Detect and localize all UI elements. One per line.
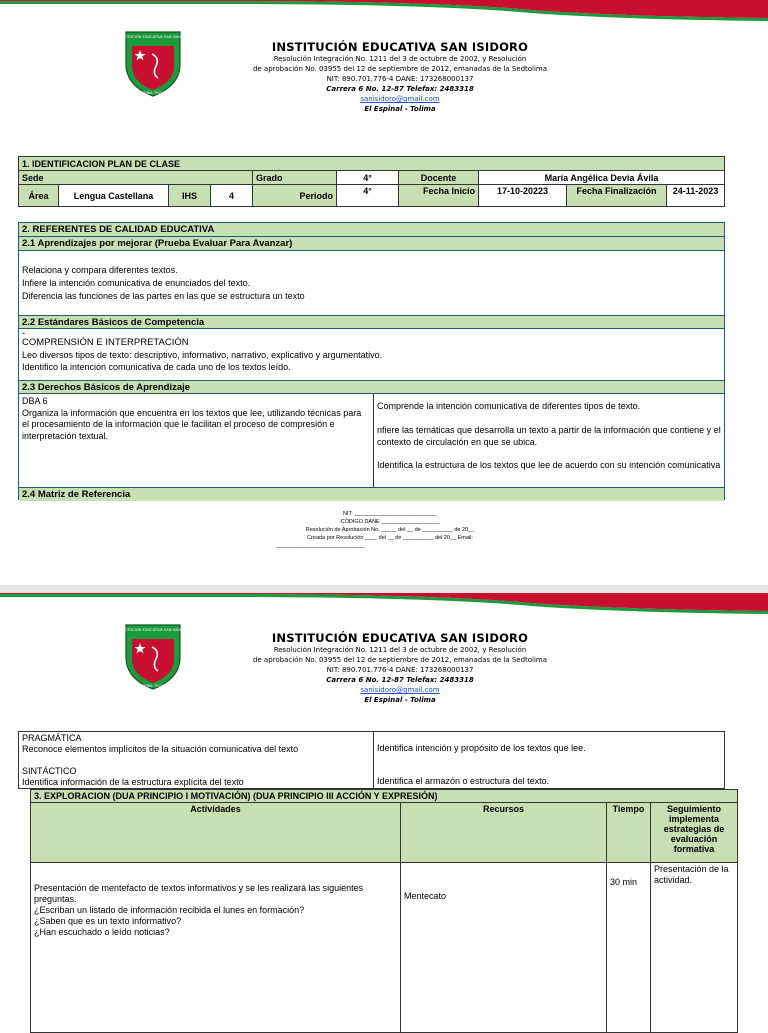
recurso-cell: Mentecato: [401, 863, 607, 1033]
svg-text:INSTITUCION EDUCATIVA SAN ISID: INSTITUCION EDUCATIVA SAN ISIDORO: [118, 628, 188, 632]
identification-table: [18, 156, 725, 207]
city-line: El Espinal - Tolima: [364, 696, 436, 704]
footer-dane: CÓDIGO DANE ___________________: [340, 519, 440, 525]
page-gap: [0, 585, 768, 593]
header-swoosh-decoration: [0, 0, 768, 22]
section-2-3-title: 2.3 Derechos Básicos de Aprendizaje: [19, 380, 724, 394]
aprendizaje-3: Diferencia las funciones de las partes en las que se estructura un texto: [22, 291, 305, 301]
resolution-line-1: Resolución Integración No. 1211 del 3 de octubre de 2002, y Resolución: [273, 55, 527, 63]
sintactico-right: Identifica el armazón o estructura del texto.: [377, 776, 550, 786]
svg-text:INSTITUCION EDUCATIVA SAN ISID: INSTITUCION EDUCATIVA SAN ISIDORO: [118, 35, 188, 39]
footer-creada: Creada por Resolución ____ del __ de __________ del 20__ Email:: [307, 535, 473, 541]
sintactico-left: Identifica información de la estructura explícita del texto: [22, 777, 244, 787]
area-label: Área: [19, 185, 59, 207]
email-link[interactable]: sanisidoro@gmail.com: [360, 686, 440, 694]
activity-line-1: Presentación de mentefacto de textos informativos y se les realizará las siguientes preguntas.: [34, 883, 364, 904]
address-line: Carrera 6 No. 12-87 Telefax: 2483318: [326, 85, 474, 93]
fecha-fin-label: Fecha Finalización: [567, 185, 667, 207]
section-2-1-content: [19, 251, 724, 315]
docente-value: María Angélica Devia Ávila: [479, 171, 725, 185]
resolution-line-2: de aprobación No. 03955 del 12 de septiembre de 2012, emanadas de la Sedtolima: [252, 65, 548, 73]
footer-resolucion: Resolución de Aprobación No. _____ del __ de __________ de 20__: [305, 527, 475, 533]
dba-label: DBA 6: [22, 396, 48, 406]
school-shield-logo: [118, 28, 188, 98]
page-2: [0, 593, 768, 1024]
periodo-label: Periodo: [253, 185, 337, 207]
section-2-4-title: 2.4 Matriz de Referencia: [19, 487, 724, 501]
section-1-title: 1. IDENTIFICACION PLAN DE CLASE: [19, 157, 725, 171]
sintactico-label: SINTÁCTICO: [22, 766, 77, 776]
institution-title: INSTITUCIÓN EDUCATIVA SAN ISIDORO: [271, 631, 529, 645]
aprendizaje-2: Infiere la intención comunicativa de enunciados del texto.: [22, 278, 251, 288]
ihs-label: IHS: [169, 185, 211, 207]
school-shield-logo: [118, 621, 188, 691]
section-2-2-content: [19, 329, 724, 380]
estandar-2: Identifico la intención comunicativa de cada uno de los textos leído.: [22, 362, 291, 372]
pragmatica-label: PRAGMÁTICA: [22, 733, 82, 743]
fecha-fin-value: 24-11-2023: [667, 185, 725, 207]
matriz-right: [374, 732, 724, 788]
activity-line-3: ¿Saben que es un texto informativo?: [34, 916, 182, 926]
estandar-1: Leo diversos tipos de texto: descriptivo, informativo, narrativo, explicativo y argumentativo.: [22, 350, 383, 360]
col-seguimiento: Seguimiento implementa estrategias de evaluación formativa: [651, 803, 738, 863]
dba-text: Organiza la información que encuentra en los textos que lee, utilizando técnicas para el procesamiento de la información que le facilitan el proceso de compresión e interpretación textual.: [22, 407, 362, 441]
competencia-heading: COMPRENSIÓN E INTERPRETACIÓN: [22, 337, 189, 348]
ihs-value: 4: [211, 185, 253, 207]
email-link[interactable]: sanisidoro@gmail.com: [360, 95, 440, 103]
matriz-continuation: [18, 731, 725, 789]
resolution-line-1: Resolución Integración No. 1211 del 3 de octubre de 2002, y Resolución: [273, 646, 527, 654]
dba-evidence-2: nfiere las temáticas que desarrolla un texto a partir de la información que contiene y el contexto de circulación en que se ubica.: [377, 425, 721, 447]
col-recursos: Recursos: [401, 803, 607, 863]
grado-value: 4°: [337, 171, 399, 185]
header-swoosh-decoration: [0, 593, 768, 615]
city-line: El Espinal - Tolima: [364, 105, 436, 113]
dba-row: [19, 394, 724, 487]
dba-evidence-1: Comprende la intención comunicativa de diferentes tipos de texto.: [377, 401, 641, 411]
dba-left: [19, 394, 374, 487]
matriz-left: [19, 732, 374, 788]
seguimiento-cell: Presentación de la actividad.: [651, 863, 738, 1033]
activity-line-2: ¿Escriban un listado de información recibida el lunes en formación?: [34, 905, 305, 915]
activity-cell: [31, 863, 401, 1033]
section-2-2-title: 2.2 Estándares Básicos de Competencia: [19, 315, 724, 329]
institution-header: [220, 631, 580, 705]
dba-right: [374, 394, 724, 487]
section-2-1-title: 2.1 Aprendizajes por mejorar (Prueba Evaluar Para Avanzar): [19, 237, 724, 251]
section-2-title: 2. REFERENTES DE CALIDAD EDUCATIVA: [19, 223, 724, 237]
area-value: Lengua Castellana: [59, 185, 169, 207]
address-line: Carrera 6 No. 12-87 Telefax: 2483318: [326, 676, 474, 684]
aprendizaje-1: Relaciona y compara diferentes textos.: [22, 265, 178, 275]
docente-label: Docente: [399, 171, 479, 185]
exploracion-table: [30, 789, 738, 1033]
nit-dane-line: NIT: 890.701.776-4 DANE: 173268000137: [326, 666, 474, 674]
institution-title: INSTITUCIÓN EDUCATIVA SAN ISIDORO: [271, 40, 529, 54]
sede-label: Sede: [19, 171, 253, 185]
footer-email-blank: _____________________________: [276, 543, 365, 549]
fecha-inicio-value: 17-10-20223: [479, 185, 567, 207]
resolution-line-2: de aprobación No. 03955 del 12 de septiembre de 2012, emanadas de la Sedtolima: [252, 656, 548, 664]
footer-nit: NIT: ___________________________: [343, 511, 437, 517]
section-2-block: [18, 222, 725, 500]
institution-header: [220, 40, 580, 114]
dba-evidence-3: Identifica la estructura de los textos que lee de acuerdo con su intención comunicativa: [377, 460, 721, 470]
periodo-value: 4°: [337, 185, 399, 207]
fecha-inicio-label: Fecha Inicio: [399, 185, 479, 207]
col-tiempo: Tiempo: [607, 803, 651, 863]
grado-label: Grado: [253, 171, 337, 185]
col-actividades: Actividades: [31, 803, 401, 863]
pragmatica-left: Reconoce elementos implícitos de la situación comunicativa del texto: [22, 744, 299, 754]
activity-line-4: ¿Han escuchado o leído noticias?: [34, 927, 170, 937]
document-footer: [240, 510, 540, 550]
svg-text:ESPINAL TOLIMA: ESPINAL TOLIMA: [139, 684, 167, 688]
dash: -: [22, 328, 25, 338]
tiempo-cell: 30 min: [607, 863, 651, 1033]
nit-dane-line: NIT: 890.701.776-4 DANE: 173268000137: [326, 75, 474, 83]
section-3-title: 3. EXPLORACION (DUA PRINCIPIO I MOTIVACIÓN) (DUA PRINCIPIO III ACCIÓN Y EXPRESIÓN): [31, 790, 738, 803]
pragmatica-right: Identifica intención y propósito de los textos que lee.: [377, 743, 586, 753]
svg-text:ESPINAL TOLIMA: ESPINAL TOLIMA: [139, 91, 167, 95]
